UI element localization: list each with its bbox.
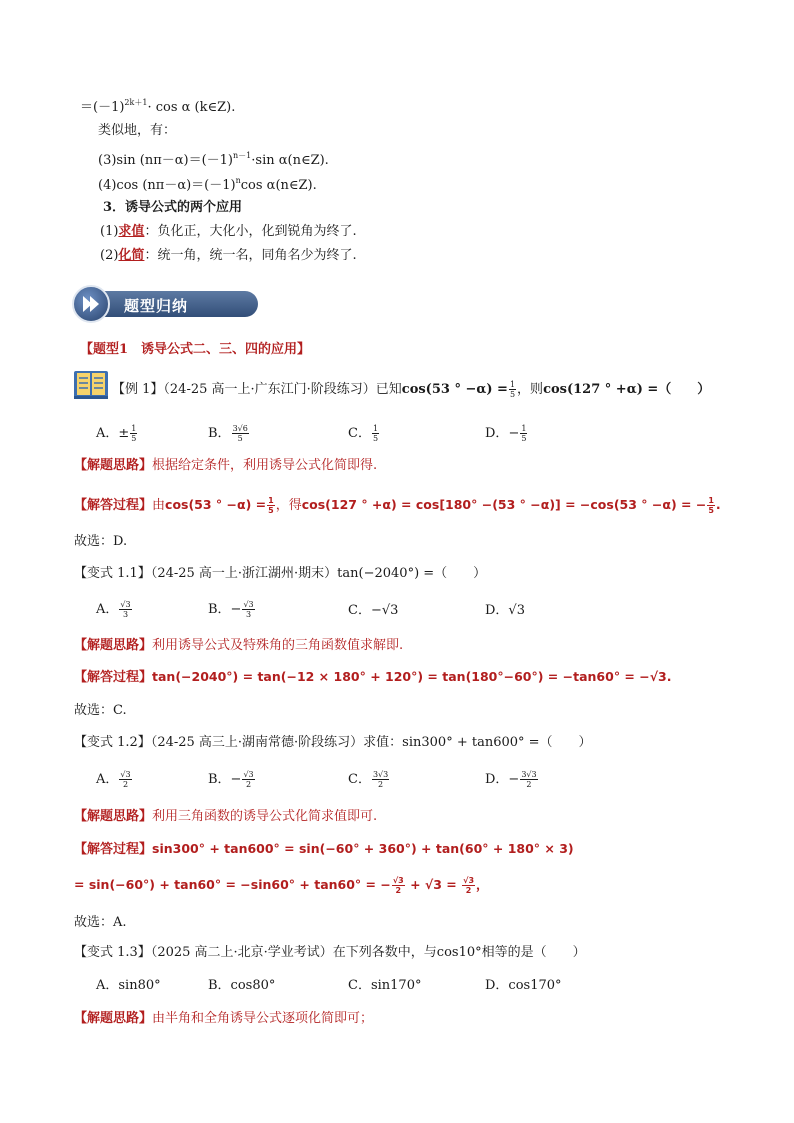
variant-1-1-process: 【解答过程】tan(−2040°) = tan(−12 × 180° + 120°) = tan(180°−60°) = −tan60° = −√3. bbox=[74, 669, 672, 685]
variant-1-2-option-d: D．− $\frac{3√3}{2}$ bbox=[485, 770, 537, 789]
variant-1-2-answer: 故选：A. bbox=[74, 915, 127, 930]
variant-1-2-process-line-2: = sin(−60°) + tan60° = −sin60° + tan60° = − $\frac{√3}{2}$ + √3 = $\frac{√3}{2}$ ， bbox=[74, 876, 489, 895]
fraction: $\frac{3√3}{2}$ bbox=[521, 770, 537, 789]
variant-1-3-option-c: C．sin170° bbox=[348, 978, 422, 993]
play-arrows-icon bbox=[72, 285, 110, 323]
fraction: $\frac{√3}{3}$ bbox=[120, 600, 131, 619]
variant-1-1-answer: 故选：C. bbox=[74, 703, 127, 718]
fraction: $\frac{√3}{2}$ bbox=[243, 770, 254, 789]
formula-3: (3)sin $(n\pi-\alpha)=(-1)^{n-1}\cdot\sin$ α(n∈Z). bbox=[98, 151, 329, 168]
variant-1-3-option-d: D．cos170° bbox=[485, 978, 562, 993]
variant-1-2-thinking: 【解题思路】利用三角函数的诱导公式化简求值即可. bbox=[74, 809, 378, 824]
fraction: $\frac{3√3}{2}$ bbox=[372, 770, 389, 789]
fraction: $\frac{1}{5}$ bbox=[509, 380, 516, 399]
example-1-option-c: C． $\frac{1}{5}$ bbox=[348, 424, 379, 443]
example-1-answer: 故选：D. bbox=[74, 534, 128, 549]
fraction: $\frac{√3}{2}$ bbox=[120, 770, 131, 789]
fraction: $\frac{1}{5}$ bbox=[521, 424, 527, 443]
fraction: $\frac{3√6}{5}$ bbox=[232, 424, 248, 443]
variant-1-2-question: 【变式 1.2】（24-25 高三上·湖南常德·阶段练习）求值：sin300° + tan600° =（ ） bbox=[74, 735, 592, 750]
fraction: $\frac{1}{5}$ bbox=[708, 496, 714, 515]
variant-1-2-option-c: C． $\frac{3√3}{2}$ bbox=[348, 770, 389, 789]
example-1-process: 【解答过程】由cos(53 ° −α) = $\frac{1}{5}$ ，得cos(127 ° +α) = cos[180° −(53 ° −α)] = −cos(53 ° −α) = − $\frac{1}{5}$ . bbox=[74, 496, 721, 515]
variant-1-1-question: 【变式 1.1】（24-25 高一上·浙江湖州·期末）tan(−2040°) =（ ） bbox=[74, 566, 487, 581]
similar-label: 类似地，有： bbox=[98, 123, 177, 138]
variant-1-1-option-b: B．− $\frac{√3}{3}$ bbox=[208, 600, 254, 619]
section-3-heading: 3．诱导公式的两个应用 bbox=[103, 200, 243, 215]
section-3-item-2: (2)化简：统一角，统一名，同角名少为终了. bbox=[100, 248, 357, 263]
variant-1-2-option-b: B．− $\frac{√3}{2}$ bbox=[208, 770, 254, 789]
section-banner bbox=[72, 285, 258, 323]
variant-1-2-option-a: A． $\frac{√3}{2}$ bbox=[96, 770, 131, 789]
fraction: $\frac{√3}{2}$ bbox=[463, 876, 475, 895]
variant-1-3-option-b: B．cos80° bbox=[208, 978, 276, 993]
variant-1-3-thinking: 【解题思路】由半角和全角诱导公式逐项化简即可； bbox=[74, 1011, 374, 1026]
variant-1-1-thinking: 【解题思路】利用诱导公式及特殊角的三角函数值求解即. bbox=[74, 638, 404, 653]
fraction: $\frac{√3}{2}$ bbox=[392, 876, 404, 895]
fraction: $\frac{1}{5}$ bbox=[268, 496, 274, 515]
fraction: $\frac{√3}{3}$ bbox=[243, 600, 254, 619]
variant-1-3-question: 【变式 1.3】（2025 高二上·北京·学业考试）在下列各数中，与cos10°相等的是（ ） bbox=[74, 945, 586, 960]
example-1-option-d: D．− $\frac{1}{5}$ bbox=[485, 424, 527, 443]
example-1-question: 【例 1】（24-25 高一上·广东江门·阶段练习）已知cos(53 ° −α) = $\frac{1}{5}$ ，则cos(127 ° +α) =（ ） bbox=[112, 380, 711, 399]
book-icon bbox=[73, 369, 109, 401]
section-3-item-1: (1)求值：负化正，大化小，化到锐角为终了. bbox=[100, 224, 357, 239]
variant-1-2-process: 【解答过程】sin300° + tan600° = sin(−60° + 360°) + tan(60° + 180° × 3) bbox=[74, 841, 574, 857]
variant-1-1-option-c: C．−√3 bbox=[348, 603, 399, 618]
fraction: $\frac{1}{5}$ bbox=[131, 424, 137, 443]
type-1-heading: 【题型1 诱导公式二、三、四的应用】 bbox=[80, 342, 311, 357]
formula-line-0: $=(-1)^{2k+1}\cdot \cos \alpha$ (k∈Z). bbox=[80, 98, 236, 115]
example-1-option-a: A．± $\frac{1}{5}$ bbox=[96, 424, 137, 443]
banner-title: 题型归纳 bbox=[124, 297, 189, 315]
variant-1-1-option-d: D．√3 bbox=[485, 603, 525, 618]
variant-1-1-option-a: A． $\frac{√3}{3}$ bbox=[96, 600, 131, 619]
example-1-option-b: B． $\frac{3√6}{5}$ bbox=[208, 424, 248, 443]
formula-4: (4)cos $(n\pi-\alpha)=(-1)^n\cos$ α(n∈Z). bbox=[98, 176, 317, 193]
fraction: $\frac{1}{5}$ bbox=[372, 424, 379, 443]
variant-1-3-option-a: A．sin80° bbox=[96, 978, 161, 993]
example-1-thinking: 【解题思路】根据给定条件，利用诱导公式化简即得. bbox=[74, 458, 378, 473]
